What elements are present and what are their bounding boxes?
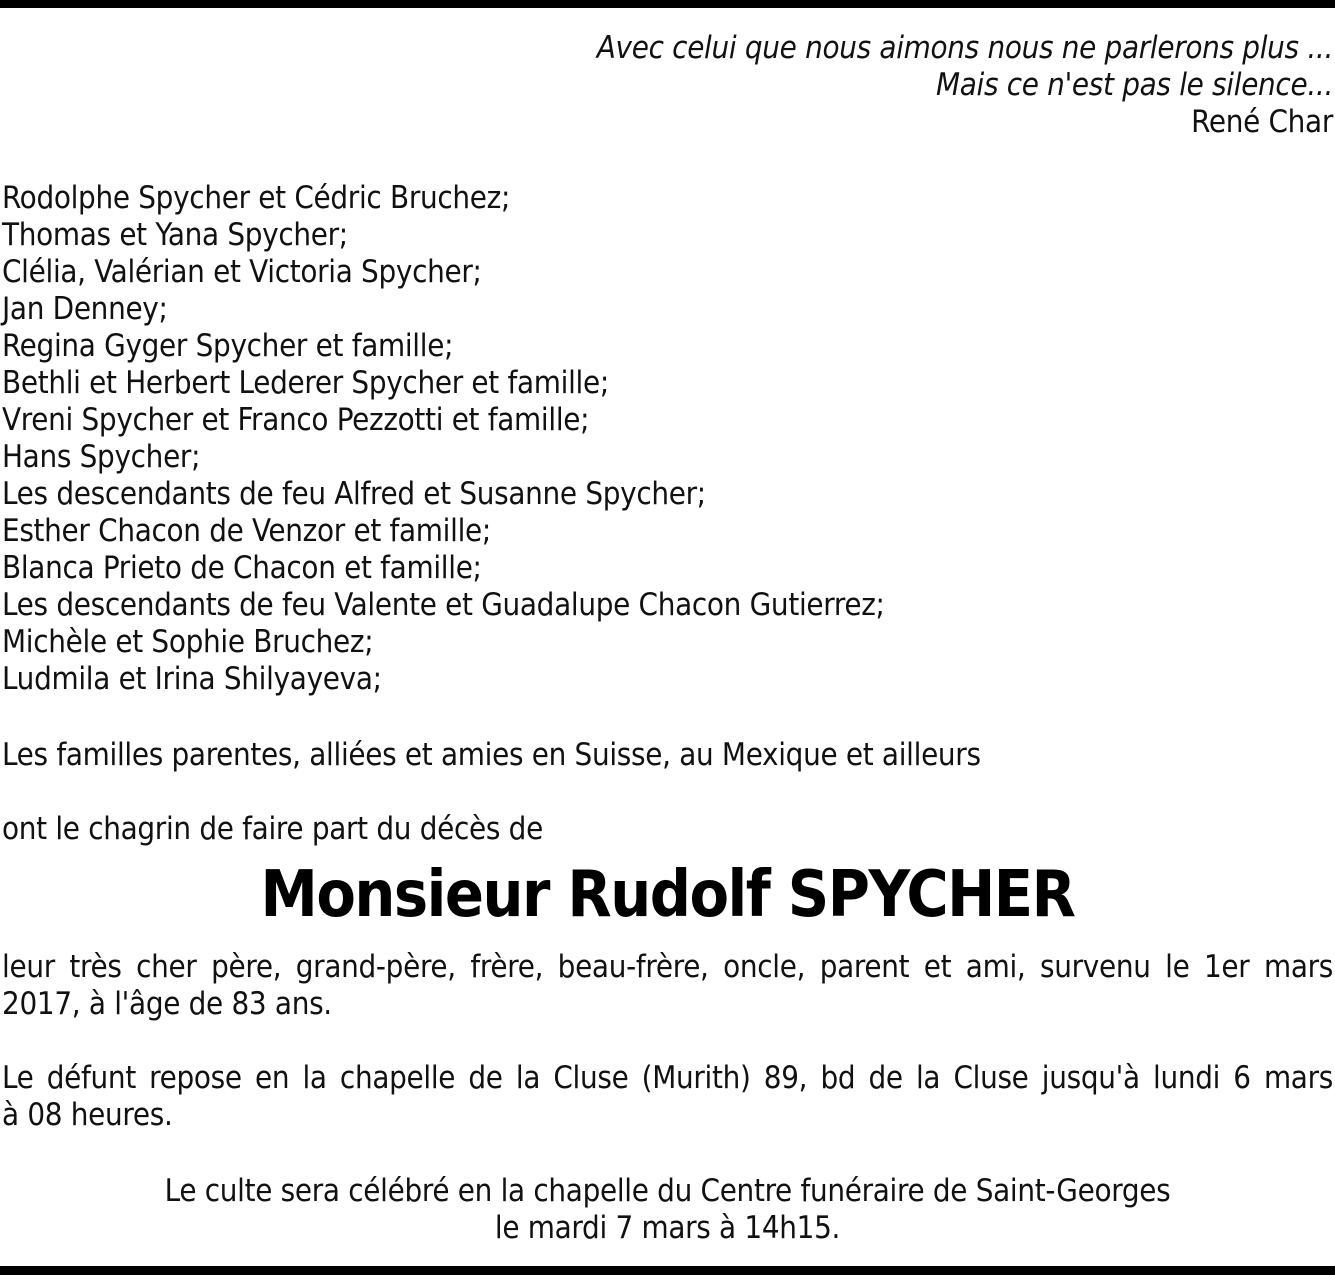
extended-families-text: Les familles parentes, alliées et amies en Suisse, au Mexique et ailleurs [2, 737, 981, 773]
resting-place-line-1: Le défunt repose en la chapelle de la Cluse (Murith) 89, bd de la Cluse jusqu'à lundi 6 mars [2, 1060, 1333, 1096]
family-member: Les descendants de feu Alfred et Susanne Spycher; [2, 476, 706, 512]
family-member: Jan Denney; [2, 291, 168, 327]
relationship-line-2: 2017, à l'âge de 83 ans. [2, 986, 332, 1022]
family-members-list [2, 180, 885, 698]
family-member: Blanca Prieto de Chacon et famille; [2, 550, 482, 586]
ceremony-details [0, 1173, 1335, 1247]
epigraph-line-1: Avec celui que nous aimons nous ne parlerons plus ... [596, 30, 1333, 66]
family-member: Vreni Spycher et Franco Pezzotti et famille; [2, 402, 590, 438]
epigraph-author: René Char [1191, 104, 1333, 140]
relationship-line-1: leur très cher père, grand-père, frère, beau-frère, oncle, parent et ami, survenu le 1er mars [2, 949, 1333, 985]
family-member: Regina Gyger Spycher et famille; [2, 328, 454, 364]
family-member: Michèle et Sophie Bruchez; [2, 624, 374, 660]
ceremony-line-2: le mardi 7 mars à 14h15. [494, 1210, 841, 1246]
family-member: Rodolphe Spycher et Cédric Bruchez; [2, 180, 511, 216]
family-member: Esther Chacon de Venzor et famille; [2, 513, 491, 549]
relationship-paragraph [2, 949, 1333, 1023]
family-member: Ludmila et Irina Shilyayeva; [2, 661, 382, 697]
epigraph [597, 30, 1333, 141]
family-member: Thomas et Yana Spycher; [2, 217, 348, 253]
family-member: Clélia, Valérian et Victoria Spycher; [2, 254, 482, 290]
deceased-name: Monsieur Rudolf SPYCHER [260, 858, 1075, 932]
family-member: Hans Spycher; [2, 439, 201, 475]
resting-place-line-2: à 08 heures. [2, 1097, 173, 1133]
top-border-rule [0, 0, 1335, 8]
epigraph-line-2: Mais ce n'est pas le silence... [935, 67, 1333, 103]
bottom-border-rule [0, 1266, 1335, 1275]
announcement-intro: ont le chagrin de faire part du décès de [2, 811, 543, 847]
resting-place-paragraph [2, 1060, 1333, 1134]
family-member: Bethli et Herbert Lederer Spycher et famille; [2, 365, 609, 401]
ceremony-line-1: Le culte sera célébré en la chapelle du Centre funéraire de Saint-Georges [164, 1173, 1171, 1209]
family-member: Les descendants de feu Valente et Guadalupe Chacon Gutierrez; [2, 587, 885, 623]
